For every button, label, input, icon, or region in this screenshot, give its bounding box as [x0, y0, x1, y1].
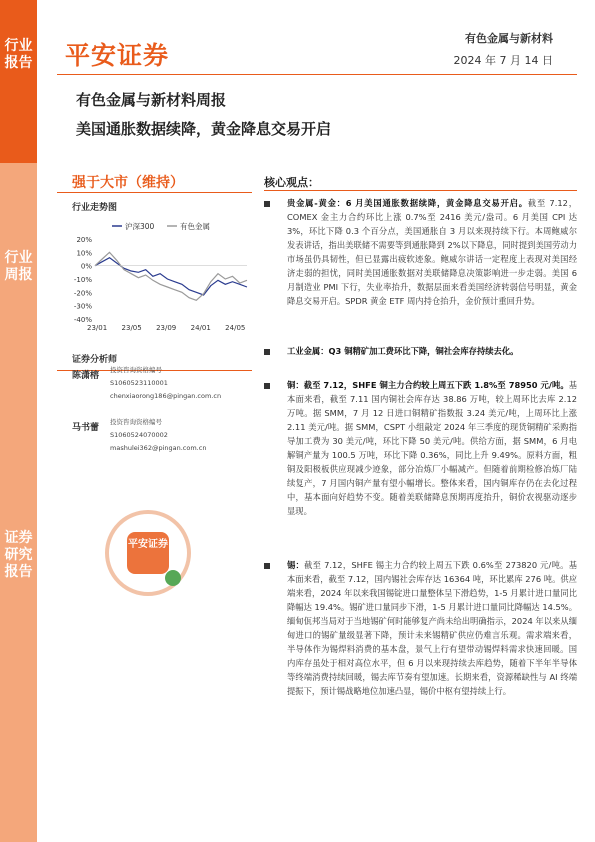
industry-rating: 强于大市（维持）	[72, 175, 184, 191]
analyst-cert-no: S1060524070002	[110, 431, 168, 439]
x-tick-label: 23/01	[87, 324, 108, 332]
analyst-section-label: 证券分析师	[72, 355, 118, 365]
chart-section-label: 行业走势图	[72, 203, 118, 213]
bullet-icon	[264, 201, 270, 207]
analyst-name-2: 马书蕾	[72, 423, 100, 433]
analyst-details-1	[110, 364, 221, 403]
paragraph-lead: 贵金属-黄金：6 月美国通胀数据续降，黄金降息交易开启。	[287, 198, 528, 208]
company-logo: 平安证券	[65, 41, 170, 70]
y-tick-label: -40%	[73, 316, 92, 324]
paragraph-lead: 铜：截至 7.12，SHFE 铜主力合约较上周五下跌 1.8%至 78950 元/吨。	[287, 380, 569, 390]
y-tick-label: 10%	[76, 249, 92, 258]
series-line	[95, 252, 247, 300]
paragraph-gold	[287, 196, 577, 308]
y-tick-label: 20%	[76, 236, 92, 244]
paragraph-industrial-metals	[287, 344, 577, 358]
analyst-name-1: 陈潇榕	[72, 371, 100, 381]
analyst-cert-no: S1060523110001	[110, 379, 168, 387]
x-tick-label: 23/05	[121, 324, 142, 332]
analyst-details-2	[110, 416, 206, 455]
paragraph-tin	[287, 558, 577, 698]
industry-trend-chart	[57, 213, 252, 338]
paragraph-body: 截至 7.12，COMEX 金主力合约环比上涨 0.7%至 2416 美元/盎司。6 月美国 CPI 达 3%，环比下降 0.3 个百分点，美国通胀自 3 月以来现持续下行。本周鲍威尔发表讲话，指出美联储不需要等到通胀降到 2%以下降息，同时提到美国劳动力市场虽仍具韧性，但已显露出疲软迹象。鲍威尔讲话一定程度上表现对美国经济走弱的担忧，同时美国通胀数据对美联储降息决策影响进一步走弱。美国 6 月制造业 PMI 下行，失业率抬升，数据层面来看美国经济转弱信号明显，黄金降息交易开启。SPDR 黄金 ETF 周内持仓抬升，金价预计重回升势。	[287, 198, 577, 306]
x-tick-label: 24/05	[225, 324, 246, 332]
bullet-icon	[264, 383, 270, 389]
y-tick-label: -20%	[73, 289, 92, 298]
paragraph-body: 基本面来看，截至 7.11 国内铜社会库存达 38.86 万吨，较上周环比去库 2.12 万吨。据 SMM，7 月 12 日进口铜精矿指数报 3.24 美元/吨，上周环比上涨 2.11 美元/吨。据 SMM，CSPT 小组敲定 2024 年三季度的现货铜精矿采购指导加工费为 30 美元/吨，环比下降 50 美元/吨。供给方面，据 SMM，6 月电解铜产量为 100.5 万吨，环比下降 0.36%，同比上升 9.49%。原料方面，粗铜及阳极板供应现减少迹象，部分冶炼厂小幅减产。但随着前期检修冶炼厂陆续复产，7 月国内铜产量有望小幅增长。整体来看，国内铜库存仍在去化过程中，基本面向好趋势不变。随着美联储降息预期再度抬升，铜价农视驱动逐步显现。	[287, 380, 577, 516]
analyst-cert-label: 投资咨询资格编号	[110, 418, 162, 426]
header-divider	[57, 74, 577, 75]
paragraph-lead: 锡：	[287, 560, 305, 570]
report-category: 有色金属与新材料	[465, 32, 553, 45]
analyst-email[interactable]: mashulei362@pingan.com.cn	[110, 444, 207, 452]
sidebar-report-subtype: 行业周报	[4, 250, 33, 283]
sidebar-research-label: 证券研究报告	[4, 530, 33, 580]
rating-divider	[57, 192, 252, 193]
sidebar-bottom-band	[0, 473, 37, 842]
legend-label: 有色金属	[180, 222, 210, 231]
x-tick-label: 23/09	[156, 324, 177, 332]
y-tick-label: -30%	[73, 302, 92, 311]
bullet-icon	[264, 563, 270, 569]
sidebar-top-band	[0, 0, 37, 163]
stamp-badge-icon	[165, 570, 181, 586]
paragraph-body: 截至 7.12，SHFE 锡主力合约较上周五下跌 0.6%至 273820 元/吨。基本面来看，截至 7.12，国内锡社会库存达 16364 吨，环比累库 276 吨。供应端来看，2024 年以来我国锡锭进口量整体呈下滑趋势，1-5 月累计进口量同比降幅达 19.4%。锡矿进口量同步下滑，1-5 月累计进口量同比降幅达 14.5%。缅甸佤邦当局对于当地锡矿何时能够复产尚未给出明确指示，2024 年以来从缅甸进口的锡矿量级显著下降，预计未来锡精矿供应仍难言乐观。需求端来看，半导体作为锡焊料消费的基本盘，景气上行有望带动锡焊料需求快速回暖。国内库存虽处于相对高位水平，但 6 月以来现持续去库趋势，随着下半年半导体等终端消费持续回暖，锡去库节奏有望加速。长期来看，资源稀缺性与 AI 终端提振下，预计锡战略地位加速凸显，锡价中枢有望持续上行。	[287, 560, 577, 696]
key-points-title: 核心观点：	[264, 176, 319, 189]
stamp-logo: 平安证券	[127, 532, 169, 574]
watermark-stamp	[105, 510, 191, 596]
report-date: 2024 年 7 月 14 日	[453, 54, 553, 67]
report-subtitle: 美国通胀数据续降，黄金降息交易开启	[76, 120, 332, 138]
y-tick-label: -10%	[73, 276, 92, 284]
legend-label: 沪深300	[125, 222, 155, 231]
series-line	[95, 258, 247, 295]
x-tick-label: 24/01	[190, 324, 211, 332]
y-tick-label: 0%	[80, 262, 92, 271]
sidebar-mid-band	[0, 163, 37, 473]
analyst-cert-label: 投资咨询资格编号	[110, 366, 162, 374]
report-title: 有色金属与新材料周报	[76, 91, 227, 109]
key-points-divider	[264, 190, 577, 191]
paragraph-copper	[287, 378, 577, 518]
analyst-email[interactable]: chenxiaorong186@pingan.com.cn	[110, 392, 222, 400]
paragraph-lead: 工业金属：Q3 铜精矿加工费环比下降，铜社会库存持续去化。	[287, 346, 519, 356]
bullet-icon	[264, 349, 270, 355]
sidebar-report-type: 行业报告	[4, 38, 33, 71]
